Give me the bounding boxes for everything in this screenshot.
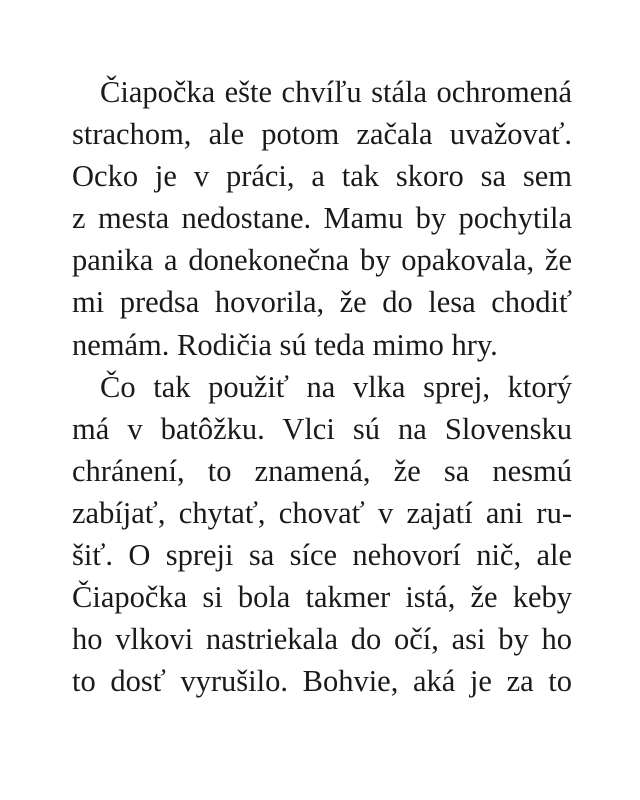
text-line: to dosť vyrušilo. Bohvie, aká je za to bbox=[72, 664, 572, 699]
text-line: z mesta nedostane. Mamu by pochytila bbox=[72, 201, 572, 236]
text-line: nemám. Rodičia sú teda mimo hry. bbox=[72, 327, 498, 362]
text-line: Ocko je v práci, a tak skoro sa sem bbox=[72, 159, 572, 194]
text-line: chránení, to znamená, že sa nesmú bbox=[72, 453, 572, 488]
text-line: zabíjať, chytať, chovať v zajatí ani ru- bbox=[72, 495, 572, 530]
text-line: má v batôžku. Vlci sú na Slovensku bbox=[72, 411, 572, 446]
text-line: Čiapočka si bola takmer istá, že keby bbox=[72, 580, 572, 615]
text-line: strachom, ale potom začala uvažovať. bbox=[72, 117, 572, 152]
text-line: šiť. O spreji sa síce nehovorí nič, ale bbox=[72, 538, 572, 573]
text-line: Čo tak použiť na vlka sprej, ktorý bbox=[100, 369, 572, 404]
text-line: panika a donekonečna by opakovala, že bbox=[72, 243, 572, 278]
text-line: Čiapočka ešte chvíľu stála ochromená bbox=[100, 75, 572, 109]
paragraph-1 bbox=[72, 71, 572, 366]
paragraph-2 bbox=[72, 366, 572, 703]
text-line: mi predsa hovorila, že do lesa chodiť bbox=[72, 285, 572, 320]
book-page-text bbox=[72, 71, 572, 702]
text-line: ho vlkovi nastriekala do očí, asi by ho bbox=[72, 622, 572, 657]
